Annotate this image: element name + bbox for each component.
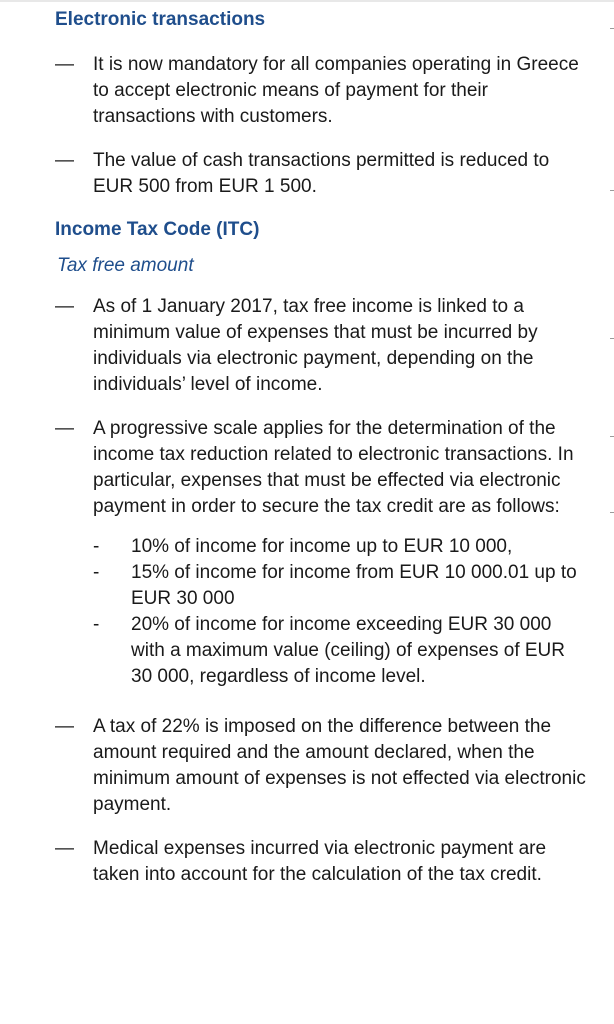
section-heading-income-tax-code: Income Tax Code (ITC): [55, 219, 260, 240]
top-divider: [0, 0, 614, 2]
margin-mark: [610, 190, 614, 191]
bullet-dash: —: [55, 150, 74, 171]
list-item-text: It is now mandatory for all companies operating in Greece to accept electronic means of payment for their transactions with customers.: [93, 54, 579, 127]
list-item: [55, 52, 600, 130]
document-page: [55, 8, 600, 906]
list-item-text: A progressive scale applies for the determination of the income tax reduction related to electronic transactions. In particular, expenses that must be effected via electronic payment in order to secure the tax credit are as follows:: [93, 418, 574, 517]
bullet-dash: —: [55, 716, 74, 737]
sub-list-item: [93, 560, 593, 612]
sub-list-item-text: 10% of income for income up to EUR 10 000,: [131, 536, 513, 557]
list-item: [55, 714, 600, 818]
list-item: [55, 416, 600, 690]
sub-bullet-dash: -: [93, 562, 100, 583]
list-item-text: The value of cash transactions permitted is reduced to EUR 500 from EUR 1 500.: [93, 150, 550, 197]
margin-mark: [610, 436, 614, 437]
list-item-text: A tax of 22% is imposed on the difference between the amount required and the amount declared, when the minimum amount of expenses is not effected via electronic payment.: [93, 716, 586, 815]
sub-bullet-dash: -: [93, 614, 100, 635]
sub-list-item-text: 20% of income for income exceeding EUR 30 000 with a maximum value (ceiling) of expenses of EUR 30 000, regardless of income level.: [131, 614, 566, 687]
subheading-tax-free-amount: Tax free amount: [57, 255, 194, 276]
bullet-dash: —: [55, 54, 74, 75]
sub-bullet-dash: -: [93, 536, 100, 557]
section-heading-electronic-transactions: Electronic transactions: [55, 9, 266, 30]
list-item-text: As of 1 January 2017, tax free income is linked to a minimum value of expenses that must be incurred by individuals via electronic payment, depending on the individuals’ level of income.: [93, 296, 538, 395]
bullet-dash: —: [55, 418, 74, 439]
list-item: [55, 294, 600, 398]
margin-mark: [610, 338, 614, 339]
sub-list-item-text: 15% of income for income from EUR 10 000.01 up to EUR 30 000: [131, 562, 577, 609]
list-item-body: [93, 416, 593, 690]
sub-list: [93, 534, 593, 690]
list-item: [55, 836, 600, 888]
sub-list-item: [93, 612, 593, 690]
margin-mark: [610, 512, 614, 513]
sub-list-item: [93, 534, 593, 560]
bullet-dash: —: [55, 296, 74, 317]
bullet-dash: —: [55, 838, 74, 859]
list-item-text: Medical expenses incurred via electronic payment are taken into account for the calculation of the tax credit.: [93, 838, 547, 885]
list-item: [55, 148, 600, 200]
margin-mark: [610, 28, 614, 29]
